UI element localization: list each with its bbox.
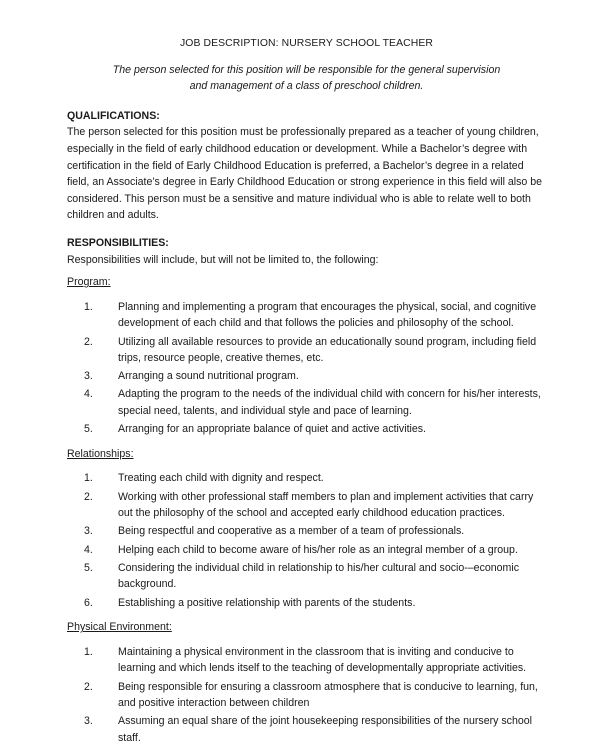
list-item <box>84 542 546 559</box>
item-text: Assuming an equal share of the joint housekeeping responsibilities of the nursery school staff. <box>118 715 532 744</box>
item-number: 1. <box>84 645 93 658</box>
section-title: Program: <box>67 276 111 289</box>
relationships-list <box>67 470 546 611</box>
item-text: Maintaining a physical environment in the classroom that is inviting and conducive to learning and which lends itself to the teaching of developmentally appropriate activities. <box>118 645 527 675</box>
item-text: Being respectful and cooperative as a member of a team of professionals. <box>118 525 465 538</box>
list-item <box>84 595 546 612</box>
section-title: Physical Environment: <box>67 621 172 634</box>
section-physical-environment <box>67 619 546 746</box>
item-number: 4. <box>84 543 93 556</box>
section-program <box>67 274 546 438</box>
item-text: Utilizing all available resources to provide an educationally sound program, including field trips, resource people, creative themes, etc. <box>118 335 537 365</box>
item-text: Arranging for an appropriate balance of quiet and active activities. <box>118 423 426 436</box>
qualifications-heading: QUALIFICATIONS: <box>67 109 160 122</box>
intro-line: The person selected for this position will be responsible for the general supervision <box>112 63 501 76</box>
section-title: Relationships: <box>67 447 134 460</box>
intro-line: and management of a class of preschool children. <box>189 80 424 93</box>
item-number: 4. <box>84 388 93 401</box>
item-text: Planning and implementing a program that encourages the physical, social, and cognitive development of each child and that follows the policies and philosophy of the school. <box>118 300 537 330</box>
responsibilities-heading: RESPONSIBILITIES: <box>67 236 169 249</box>
qualifications-text: The person selected for this position must be professionally prepared as a teacher of young children, especially in the field of early childhood education or development. While a Bachelor’s degree with certification in the field of Early Childhood Education is preferred, a Bachelor’s degree in a related field, an Associate’s degree in Early Childhood Education or strong experience in this field will also be considered. This person must be a sensitive and mature individual who is able to relate well to both children and adults. <box>67 126 543 222</box>
item-text: Working with other professional staff members to plan and implement activities that carry out the philosophy of the school and accepted early childhood education practices. <box>118 490 534 520</box>
list-item <box>84 560 546 593</box>
item-text: Establishing a positive relationship with parents of the students. <box>118 596 416 609</box>
item-number: 1. <box>84 472 93 485</box>
item-text: Being responsible for ensuring a classroom atmosphere that is conducive to learning, fun, and positive interaction between children <box>118 680 538 710</box>
document-title: JOB DESCRIPTION: NURSERY SCHOOL TEACHER <box>180 38 433 49</box>
list-item <box>84 421 546 438</box>
item-number: 3. <box>84 370 93 383</box>
item-text: Considering the individual child in relationship to his/her cultural and socio-–economic background. <box>118 561 520 591</box>
item-number: 5. <box>84 423 93 436</box>
list-item <box>84 470 546 487</box>
list-item <box>84 386 546 419</box>
item-text: Treating each child with dignity and respect. <box>118 472 324 485</box>
list-item <box>84 334 546 367</box>
list-item <box>84 644 546 677</box>
list-item <box>84 523 546 540</box>
list-item <box>84 489 546 522</box>
physical-environment-list <box>67 644 546 747</box>
item-number: 2. <box>84 335 93 348</box>
item-number: 2. <box>84 680 93 693</box>
program-list <box>67 299 546 438</box>
list-item <box>84 368 546 385</box>
list-item <box>84 299 546 332</box>
list-item <box>84 679 546 712</box>
section-relationships <box>67 446 546 611</box>
item-number: 5. <box>84 561 93 574</box>
item-text: Adapting the program to the needs of the individual child with concern for his/her interests, special need, talents, and individual style and pace of learning. <box>118 388 541 418</box>
item-number: 1. <box>84 300 93 313</box>
item-text: Helping each child to become aware of his/her role as an integral member of a group. <box>118 543 518 556</box>
item-number: 3. <box>84 525 93 538</box>
item-number: 3. <box>84 715 93 728</box>
item-text: Arranging a sound nutritional program. <box>118 370 299 383</box>
responsibilities-intro: Responsibilities will include, but will not be limited to, the following: <box>67 253 379 266</box>
item-number: 2. <box>84 490 93 503</box>
item-number: 6. <box>84 596 93 609</box>
intro-statement <box>67 62 546 95</box>
